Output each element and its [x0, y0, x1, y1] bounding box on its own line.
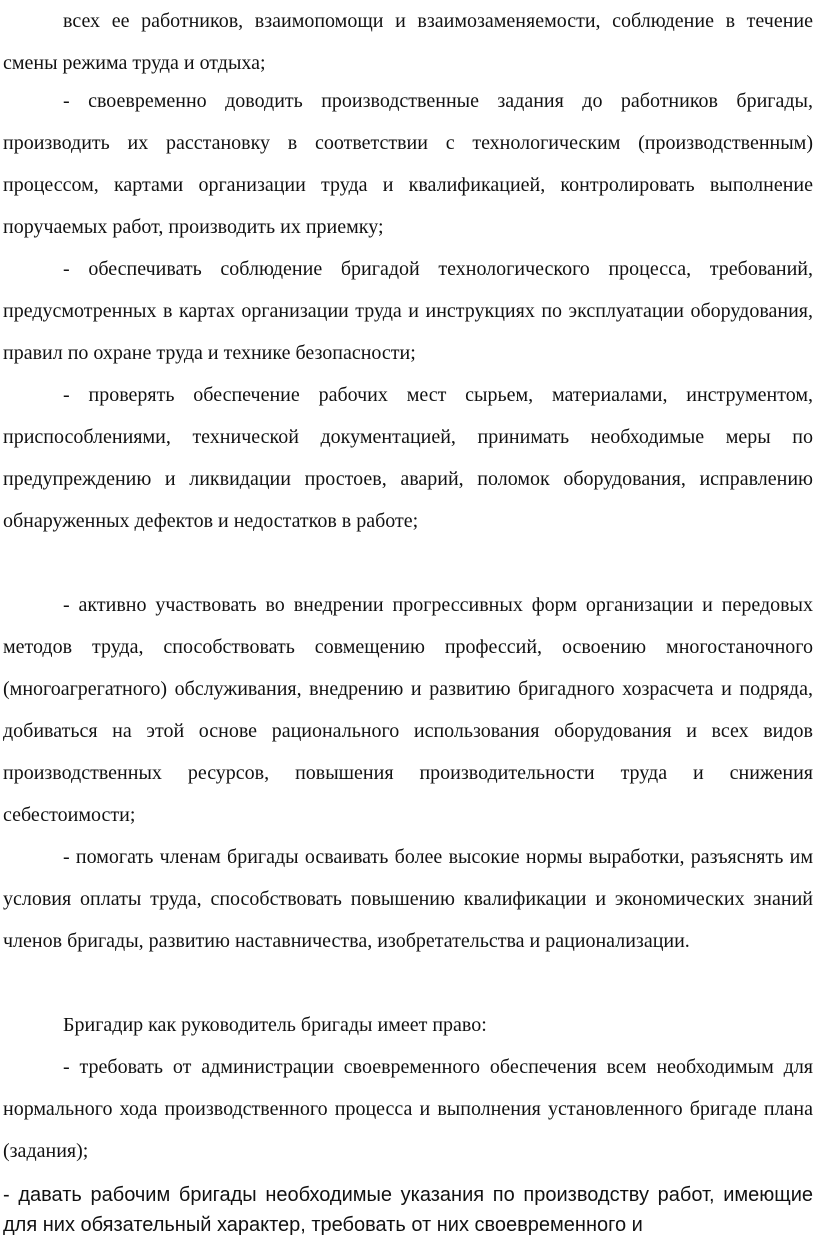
paragraph-right-demand: - требовать от администрации своевременного обеспечения всем необходимым для нормального хода производственного процесса и выполнения установленного бригаде плана (задания);: [3, 1056, 813, 1162]
paragraph-duty-training: - помогать членам бригады осваивать более высокие нормы выработки, разъяснять им условия оплаты труда, способствовать повышению квалификации и экономических знаний членов бригады, развитию наставничества, изобретательства и рационализации.: [3, 846, 813, 952]
paragraph-duty-tasks: - своевременно доводить производственные задания до работников бригады, производить их расстановку в соответствии с технологическим (производственным) процессом, картами организации труда и квалификацией, контролировать выполнение поручаемых работ, производить их приемку;: [3, 90, 813, 238]
paragraph-continuation: всех ее работников, взаимопомощи и взаимозаменяемости, соблюдение в течение смены режима труда и отдыха;: [3, 10, 813, 74]
paragraph-rights-heading: Бригадир как руководитель бригады имеет право:: [63, 1014, 487, 1036]
paragraph-duty-supplies: - проверять обеспечение рабочих мест сырьем, материалами, инструментом, приспособлениями, технической документацией, принимать необходимые меры по предупреждению и ликвидации простоев, аварий, поломок оборудования, исправлению обнаруженных дефектов и недостатков в работе;: [3, 384, 813, 532]
paragraph-duty-compliance: - обеспечивать соблюдение бригадой технологического процесса, требований, предусмотренных в картах организации труда и инструкциях по эксплуатации оборудования, правил по охране труда и технике безопасности;: [3, 258, 813, 364]
paragraph-right-instructions: - давать рабочим бригады необходимые указания по производству работ, имеющие для них обязательный характер, требовать от них своевременного и: [3, 1184, 813, 1236]
paragraph-duty-innovation: - активно участвовать во внедрении прогрессивных форм организации и передовых методов труда, способствовать совмещению профессий, освоению многостаночного (многоагрегатного) обслуживания, внедрению и развитию бригадного хозрасчета и подряда, добиваться на этой основе рационального использования оборудования и всех видов производственных ресурсов, повышения производительности труда и снижения себестоимости;: [3, 594, 813, 826]
